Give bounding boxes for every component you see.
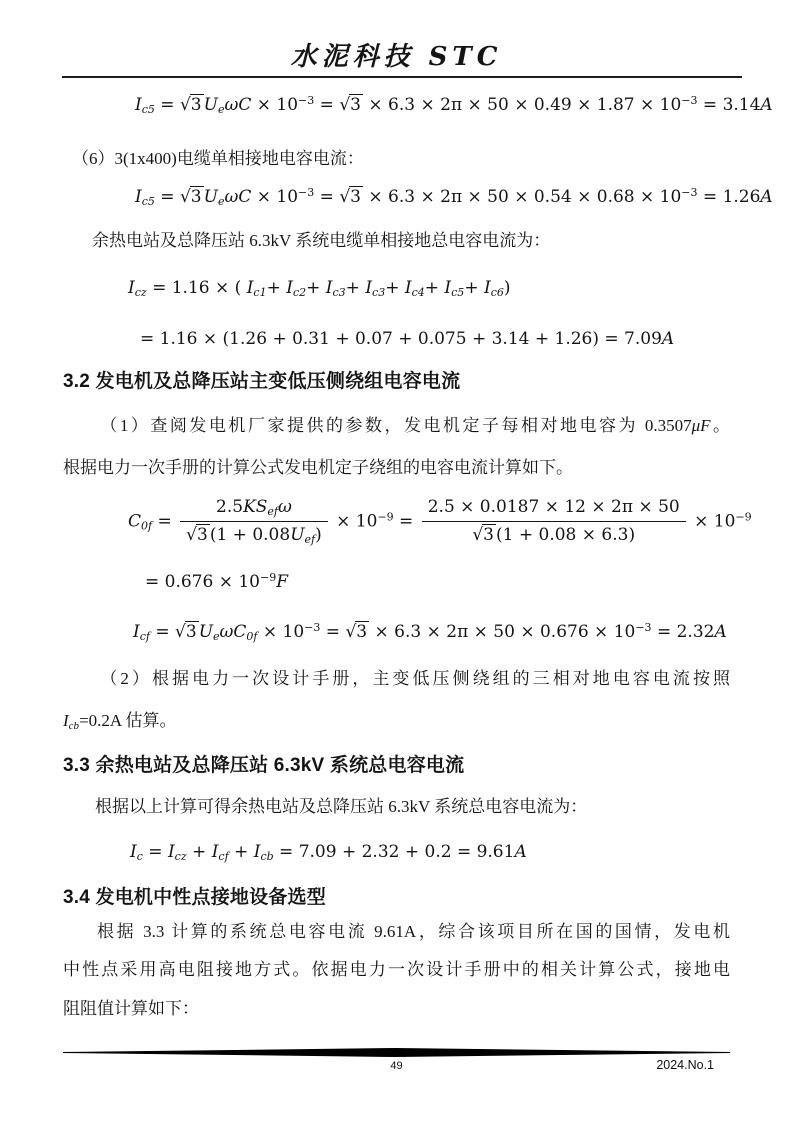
header-rule	[62, 76, 742, 78]
formula-icz-line2: = 1.16 × (1.26 + 0.31 + 0.07 + 0.075 + 3.14 + 1.26) = 7.09A	[140, 329, 675, 349]
formula-ic5-cable: $I_{c5} = √3$ $U_e\omega C \times 10^{-3} = √3 \times 6.3 \times 2\pi \times 50 \times 0.54 \times 0.68 \times 10^{-3} = 1.26A$	[135, 186, 773, 208]
para-3-2-item2-line1: （2）根据电力一次设计手册，主变低压侧绕组的三相对地电容电流按照	[100, 669, 730, 688]
section-3-2-title: 3.2 发电机及总降压站主变低压侧绕组电容电流	[63, 371, 461, 392]
para-3-4-line1: 根据 3.3 计算的系统总电容电流 9.61A，综合该项目所在国的国情，发电机	[97, 922, 730, 941]
section-3-3-title: 3.3 余热电站及总降压站 6.3kV 系统总电容电流	[63, 755, 465, 776]
para-3-4-line3: 阻阻值计算如下：	[63, 999, 199, 1018]
formula-c0f: $C_{0f}$ = $\frac{2.5KS_{ef}\omega}{√3 (1 + 0.08U_{ef})}$ × $10^{-9}$ = $\frac{2.5 \times 0.0187 \times 12 \times 2\pi \times 50}{√3 (1 + 0.08 \times 6.3)}$ × $10^{-9}$	[128, 497, 752, 547]
formula-ic-total: $I_c = I_{cz} + I_{cf} + I_{cb} = 7.09 + 2.32 + 0.2 = 9.61A$	[130, 842, 527, 863]
para-3-3-intro: 根据以上计算可得余热电站及总降压站 6.3kV 系统总电容电流为：	[95, 797, 588, 816]
formula-ic5-overhead: $I_{c5} = √3$ $U_e\omega C \times 10^{-3} = √3 \times 6.3 \times 2\pi \times 50 \times 0.49 \times 1.87 \times 10^{-3} = 3.14A$	[135, 94, 773, 116]
para-3-2-line1: （1）查阅发电机厂家提供的参数，发电机定子每相对地电容为 0.3507μF。	[100, 416, 731, 435]
formula-icf: $I_{cf} = √3$ $U_e\omega C_{0f} \times 10^{-3} = √3 \times 6.3 \times 2\pi \times 50 \times 0.676 \times 10^{-3} = 2.32A$	[133, 621, 727, 643]
para-item6-label: （6）3(1x400)电缆单相接地电容电流：	[72, 149, 364, 168]
footer-page-number: 49	[390, 1060, 403, 1072]
formula-c0f-result: = $0.676 \times 10^{-9}F$	[145, 571, 289, 592]
footer-issue-label: 2024.No.1	[656, 1058, 714, 1072]
para-3-2-item2-line2: $I_{cb}=0.2A$ 估算。	[63, 711, 177, 732]
para-3-2-line2: 根据电力一次手册的计算公式发电机定子绕组的电容电流计算如下。	[63, 458, 573, 477]
formula-icz-line1: $I_{cz} = 1.16$ × ( $I_{c1}+ I_{c2}+ I_{c3}+ I_{c3}+ I_{c4}+ I_{c5}+ I_{c6}$)	[128, 278, 511, 299]
para-cable-total-intro: 余热电站及总降压站 6.3kV 系统电缆单相接地总电容电流为：	[92, 231, 551, 250]
footer-divider	[63, 1048, 730, 1058]
journal-title: 水泥科技 STC	[290, 42, 503, 72]
para-3-4-line2: 中性点采用高电阻接地方式。依据电力一次设计手册中的相关计算公式，接地电	[63, 960, 730, 979]
section-3-4-title: 3.4 发电机中性点接地设备选型	[63, 887, 326, 908]
